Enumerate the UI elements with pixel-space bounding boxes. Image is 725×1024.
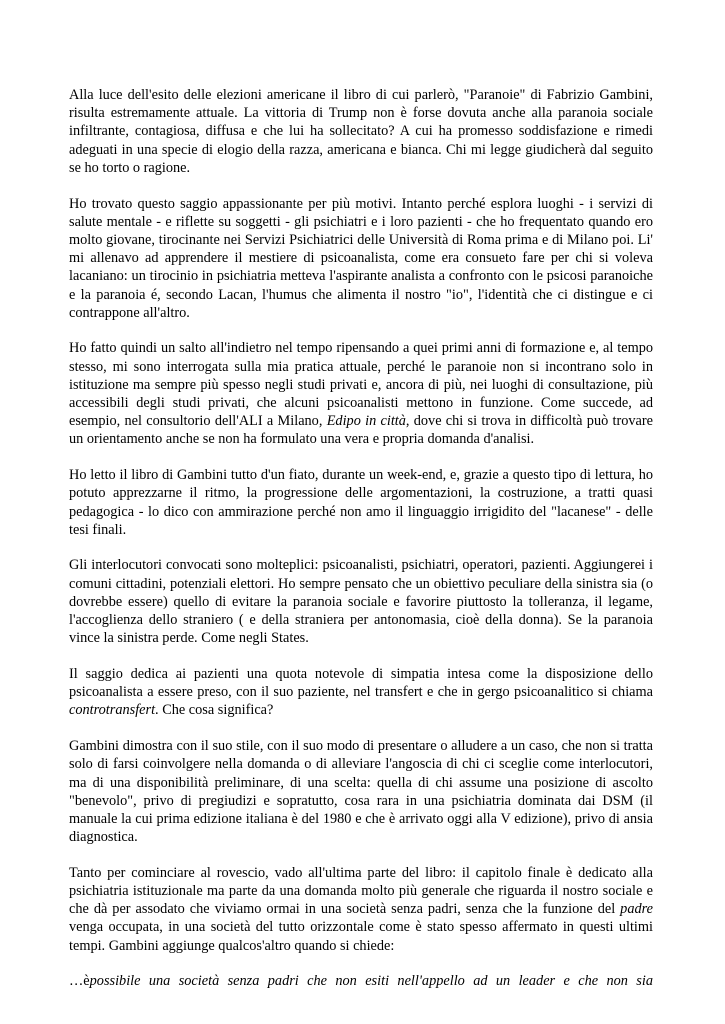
- body-text: …è: [69, 973, 90, 990]
- body-text: . Che cosa significa?: [155, 702, 274, 719]
- paragraph-5: [69, 556, 653, 647]
- paragraph-2: [69, 195, 653, 322]
- body-text: Il saggio dedica ai pazienti una quota notevole di simpatia intesa come la disposizione dello psicoanalista a essere preso, con il suo paziente, nel transfert e che in gergo psicoanalitico si chiama: [69, 665, 653, 701]
- paragraph-6: [69, 665, 653, 720]
- italic-text: controtransfert: [69, 702, 156, 719]
- italic-text: Edipo in città: [326, 413, 406, 430]
- body-text: Ho trovato questo saggio appassionante per più motivi. Intanto perché esplora luoghi - i servizi di salute mentale - e riflette su soggetti - gli psichiatri e i loro pazienti - che ho frequentato quando ero molto giovane, tirocinante nei Servizi Psichiatrici delle Università di Roma prima e di Milano poi. Li' mi allenavo ad apprendere il mestiere di psicoanalista, come era consueto fare per chi si voleva lacaniano: un tirocinio in psichiatria metteva l'aspirante analista a confronto con le psicosi paranoiche e la paranoia é, secondo Lacan, l'humus che alimenta il nostro "io", l'identità che ci distingue e ci contrappone all'altro.: [69, 195, 653, 321]
- body-text: Gambini dimostra con il suo stile, con il suo modo di presentare o alludere a un caso, che non si tratta solo di farsi coinvolgere nella domanda o di alleviare l'angoscia di chi ci sceglie come interlocutori, ma di una disponibilità preliminare, di una scelta: quella di chi assume una posizione di ascolto "benevolo", privo di pregiudizi e sopratutto, cosa rara in una psichiatria dominata dai DSM (il manuale la cui prima edizione italiana è del 1980 e che è arrivato oggi alla V edizione), privo di ansia diagnostica.: [69, 738, 653, 846]
- body-text: , dove chi si trova in difficoltà può trovare un orientamento anche se non ha formulato una vera e propria domanda d'analisi.: [69, 413, 653, 448]
- italic-text: possibile una società senza padri che non esiti nell'appello ad un leader e che non sia: [89, 973, 653, 990]
- paragraph-9: [69, 972, 653, 990]
- paragraph-3: [69, 339, 653, 448]
- body-text: Ho letto il libro di Gambini tutto d'un fiato, durante un week-end, e, grazie a questo tipo di lettura, ho potuto apprezzarne il ritmo, la progressione delle argomentazioni, la costruzione, a tratti quasi pedagogica - lo dico con ammirazione perché non amo il linguaggio irrigidito del "lacanese" - delle tesi finali.: [69, 467, 653, 538]
- document-page: [69, 86, 653, 991]
- paragraph-4: [69, 466, 653, 539]
- body-text: Tanto per cominciare al rovescio, vado all'ultima parte del libro: il capitolo finale è dedicato alla psichiatria istituzionale ma parte da una domanda molto più generale che riguarda il nostro sociale e che dà per assodato che viviamo ormai in una società senza padri, senza che la funzione del: [69, 864, 653, 918]
- italic-text: padre: [620, 901, 653, 918]
- paragraph-1: [69, 86, 653, 177]
- paragraph-7: [69, 737, 653, 846]
- body-text: Ho fatto quindi un salto all'indietro nel tempo ripensando a quei primi anni di formazione e, al tempo stesso, mi sono interrogata sulla mia pratica attuale, perché le paranoie non si incontrano solo in istituzione ma sempre più spesso negli studi privati e, ancora di più, nei luoghi di consultazione, più accessibili degli studi privati, che alcuni psicoanalisti mettono in funzione. Come succede, ad esempio, nel consultorio dell'ALI a Milano,: [69, 340, 653, 430]
- body-text: venga occupata, in una società del tutto orizzontale come è stato spesso affermato in questi ultimi tempi. Gambini aggiunge qualcos'altro quando si chiede:: [69, 919, 653, 954]
- body-text: Gli interlocutori convocati sono molteplici: psicoanalisti, psichiatri, operatori, pazienti. Aggiungerei i comuni cittadini, potenziali elettori. Ho sempre pensato che un obiettivo peculiare della sinistra sia (o dovrebbe essere) quello di evitare la paranoia sociale e favorire piuttosto la tolleranza, il legame, l'accoglienza dello straniero ( e della straniera per antonomasia, cioè della donna). Se la paranoia vince la sinistra perde. Come negli States.: [69, 557, 653, 647]
- body-text: Alla luce dell'esito delle elezioni americane il libro di cui parlerò, "Paranoie" di Fabrizio Gambini, risulta estremamente attuale. La vittoria di Trump non è forse dovuta anche alla paranoia sociale infiltrante, contagiosa, diffusa e che lui ha sollecitato? A cui ha promesso soddisfazione e rimedi adeguati in una specie di elogio della razza, americana e bianca. Chi mi legge giudicherà dal seguito se ho torto o ragione.: [69, 87, 653, 176]
- paragraph-8: [69, 864, 653, 955]
